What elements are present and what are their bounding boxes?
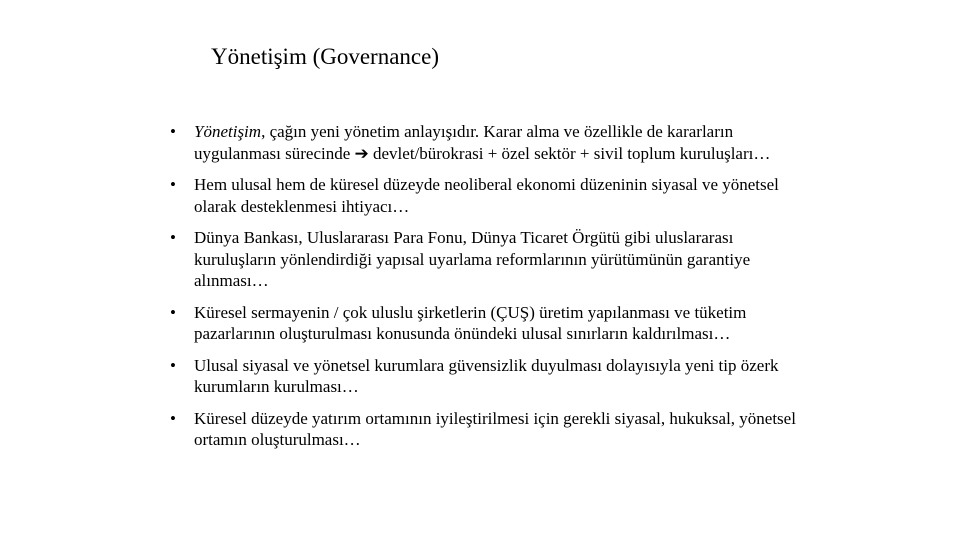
bullet-lead-term: Yönetişim bbox=[194, 122, 262, 141]
bullet-text: Hem ulusal hem de küresel düzeyde neoliberal ekonomi düzeninin siyasal ve yönetsel olarak desteklenmesi ihtiyacı… bbox=[194, 175, 779, 216]
bullet-dot-icon: • bbox=[170, 408, 176, 428]
bullet-item-6 bbox=[170, 408, 810, 451]
bullet-dot-icon: • bbox=[170, 355, 176, 375]
bullet-list bbox=[170, 121, 810, 461]
bullet-dot-icon: • bbox=[170, 175, 176, 194]
bullet-dot-icon: • bbox=[170, 302, 176, 322]
bullet-item-4 bbox=[170, 302, 810, 345]
bullet-text: Küresel sermayenin / çok uluslu şirketlerin (ÇUŞ) üretim yapılanması ve tüketim pazarlarının oluşturulması konusunda önündeki ulusal sınırların kaldırılması… bbox=[194, 302, 747, 343]
bullet-text: Ulusal siyasal ve yönetsel kurumlara güvensizlik duyulması dolayısıyla yeni tip özerk kurumların kurulması… bbox=[194, 355, 779, 396]
bullet-dot-icon: • bbox=[170, 228, 176, 247]
bullet-item-2 bbox=[170, 174, 810, 217]
bullet-item-1 bbox=[170, 121, 810, 164]
bullet-text: Dünya Bankası, Uluslararası Para Fonu, Dünya Ticaret Örgütü gibi uluslararası kuruluşların yönlendirdiği yapısal uyarlama reformlarının yürütümünün garantiye alınması… bbox=[194, 228, 751, 290]
bullet-dot-icon: • bbox=[170, 122, 176, 141]
bullet-text: , çağın yeni yönetim anlayışıdır. Karar alma ve özellikle de kararların uygulanması sürecinde ➔ devlet/bürokrasi + özel sektör + sivil toplum kuruluşları… bbox=[194, 122, 771, 163]
bullet-item-5 bbox=[170, 355, 810, 398]
slide-title: Yönetişim (Governance) bbox=[211, 44, 440, 69]
bullet-text: Küresel düzeyde yatırım ortamının iyileştirilmesi için gerekli siyasal, hukuksal, yönetsel ortamın oluşturulması… bbox=[194, 408, 796, 449]
bullet-item-3 bbox=[170, 227, 810, 292]
